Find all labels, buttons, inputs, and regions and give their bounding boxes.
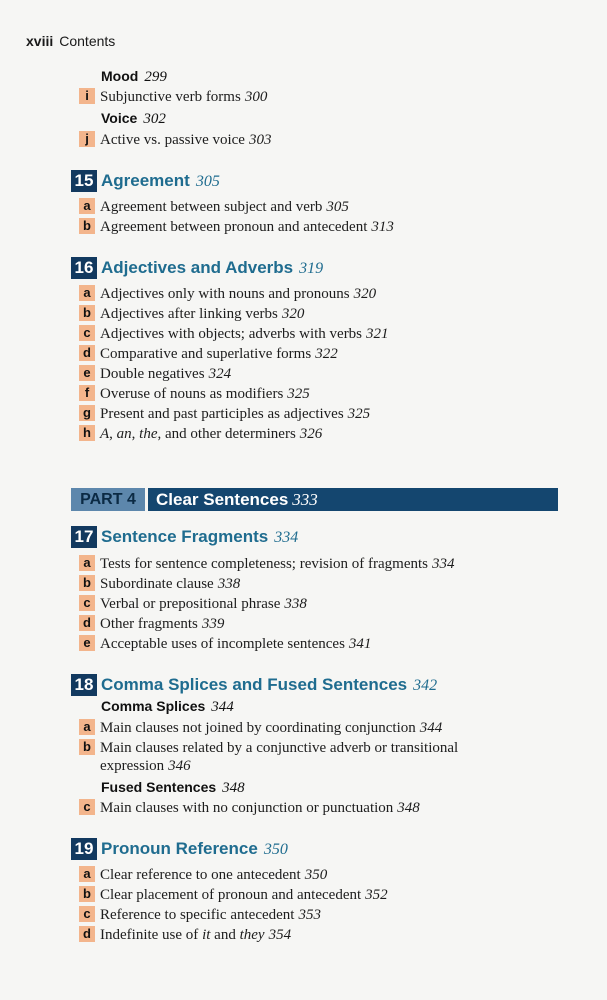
- toc-entry[interactable]: b Main clauses related by a conjunctive adverb or transitional expression 346: [79, 739, 529, 775]
- toc-entry[interactable]: i Subjunctive verb forms 300: [79, 88, 267, 106]
- chapter-number-badge: 15: [71, 170, 97, 192]
- letter-badge: b: [79, 575, 95, 591]
- letter-badge: a: [79, 285, 95, 301]
- letter-badge: h: [79, 425, 95, 441]
- letter-badge: c: [79, 799, 95, 815]
- toc-entry[interactable]: d Other fragments 339: [79, 615, 224, 633]
- toc-entry[interactable]: e Acceptable uses of incomplete sentences 341: [79, 635, 371, 653]
- section-heading-mood: Mood 299: [101, 68, 167, 85]
- toc-entry[interactable]: b Adjectives after linking verbs 320: [79, 305, 304, 323]
- letter-badge: c: [79, 906, 95, 922]
- toc-entry[interactable]: a Adjectives only with nouns and pronouns 320: [79, 285, 376, 303]
- page-number: xviii: [26, 33, 54, 49]
- letter-badge: i: [79, 88, 95, 104]
- page-header-title: Contents: [59, 33, 116, 49]
- section-heading-fused-sentences: Fused Sentences 348: [101, 779, 245, 796]
- toc-entry[interactable]: a Tests for sentence completeness; revision of fragments 334: [79, 555, 455, 573]
- toc-entry[interactable]: c Main clauses with no conjunction or punctuation 348: [79, 799, 420, 817]
- letter-badge: c: [79, 325, 95, 341]
- letter-badge: a: [79, 555, 95, 571]
- letter-badge: b: [79, 739, 95, 755]
- letter-badge: c: [79, 595, 95, 611]
- letter-badge: f: [79, 385, 95, 401]
- section-heading-comma-splices: Comma Splices 344: [101, 698, 234, 715]
- letter-badge: a: [79, 866, 95, 882]
- toc-entry[interactable]: a Clear reference to one antecedent 350: [79, 866, 327, 884]
- part-title: Clear Sentences 333: [148, 488, 558, 511]
- toc-entry[interactable]: h A, an, the, and other determiners 326: [79, 425, 322, 443]
- letter-badge: a: [79, 198, 95, 214]
- toc-entry[interactable]: c Adjectives with objects; adverbs with verbs 321: [79, 325, 389, 343]
- letter-badge: b: [79, 218, 95, 234]
- letter-badge: b: [79, 305, 95, 321]
- chapter-17-heading[interactable]: 17 Sentence Fragments 334: [71, 526, 298, 548]
- part-label: PART 4: [71, 488, 145, 511]
- chapter-19-heading[interactable]: 19 Pronoun Reference 350: [71, 838, 288, 860]
- chapter-18-heading[interactable]: 18 Comma Splices and Fused Sentences 342: [71, 674, 437, 696]
- letter-badge: e: [79, 635, 95, 651]
- toc-entry[interactable]: b Clear placement of pronoun and antecedent 352: [79, 886, 388, 904]
- chapter-number-badge: 16: [71, 257, 97, 279]
- letter-badge: d: [79, 345, 95, 361]
- letter-badge: a: [79, 719, 95, 735]
- letter-badge: j: [79, 131, 95, 147]
- toc-entry[interactable]: d Comparative and superlative forms 322: [79, 345, 338, 363]
- toc-entry[interactable]: b Subordinate clause 338: [79, 575, 240, 593]
- toc-entry[interactable]: c Reference to specific antecedent 353: [79, 906, 321, 924]
- toc-entry[interactable]: b Agreement between pronoun and antecedent 313: [79, 218, 394, 236]
- toc-entry[interactable]: a Main clauses not joined by coordinating conjunction 344: [79, 719, 442, 737]
- chapter-number-badge: 19: [71, 838, 97, 860]
- letter-badge: b: [79, 886, 95, 902]
- toc-entry[interactable]: g Present and past participles as adjectives 325: [79, 405, 370, 423]
- letter-badge: d: [79, 926, 95, 942]
- letter-badge: d: [79, 615, 95, 631]
- toc-entry[interactable]: a Agreement between subject and verb 305: [79, 198, 349, 216]
- chapter-15-heading[interactable]: 15 Agreement 305: [71, 170, 220, 192]
- section-heading-voice: Voice 302: [101, 110, 166, 127]
- chapter-16-heading[interactable]: 16 Adjectives and Adverbs 319: [71, 257, 323, 279]
- letter-badge: e: [79, 365, 95, 381]
- toc-entry[interactable]: c Verbal or prepositional phrase 338: [79, 595, 307, 613]
- toc-entry[interactable]: j Active vs. passive voice 303: [79, 131, 271, 149]
- chapter-number-badge: 17: [71, 526, 97, 548]
- toc-entry[interactable]: e Double negatives 324: [79, 365, 231, 383]
- toc-entry[interactable]: f Overuse of nouns as modifiers 325: [79, 385, 310, 403]
- page-header: [26, 33, 115, 49]
- part-4-banner[interactable]: [71, 488, 558, 511]
- toc-entry[interactable]: d Indefinite use of it and they 354: [79, 926, 291, 944]
- letter-badge: g: [79, 405, 95, 421]
- chapter-number-badge: 18: [71, 674, 97, 696]
